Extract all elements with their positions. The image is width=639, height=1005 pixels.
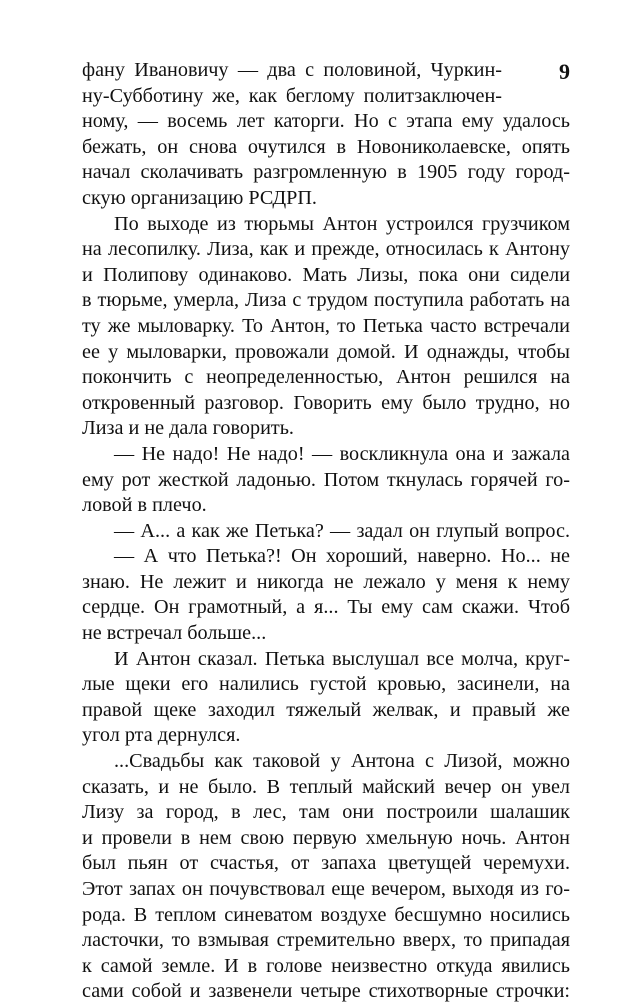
text-line: ту же мыловарку. То Антон, то Петька часто встречали: [82, 314, 570, 337]
text-line: — А что Петька?! Он хороший, наверно. Но... не: [114, 545, 570, 568]
text-line: ну-Субботину же, как беглому политзаключен-: [82, 84, 502, 107]
text-line: фану Ивановичу — два с половиной, Чуркин-: [82, 59, 502, 81]
text-line: Лиза и не дала говорить.: [82, 417, 294, 440]
text-line: сами собой и зазвенели четыре стихотворные строчки:: [82, 980, 570, 1003]
text-line: знаю. Не лежит и никогда не лежало у меня к нему: [82, 570, 570, 593]
text-line: Этот запах он почувствовал еще вечером, выходя из го-: [82, 878, 570, 900]
text-line: откровенный разговор. Говорить ему было трудно, но: [82, 391, 570, 414]
text-line: И Антон сказал. Петька выслушал все молча, круг-: [114, 647, 570, 670]
text-line: По выходе из тюрьмы Антон устроился грузчиком: [114, 212, 570, 235]
text-line: — Не надо! Не надо! — воскликнула она и зажала: [114, 442, 570, 465]
text-line: к самой земле. И в голове неизвестно откуда явились: [82, 954, 570, 977]
text-line: на лесопилку. Лиза, как и прежде, относилась к Антону: [82, 238, 570, 261]
text-line: ловой в плечо.: [82, 494, 207, 517]
text-line: скую организацию РСДРП.: [82, 186, 317, 209]
text-line: покончить с неопределенностью, Антон решился на: [82, 366, 570, 389]
text-line: лые щеки его налились густой кровью, засинели, на: [82, 673, 570, 696]
book-page: [82, 58, 570, 1005]
text-line: ему рот жесткой ладонью. Потом ткнулась горячей го-: [82, 468, 570, 491]
text-line: и Полипову одинаково. Мать Лизы, пока они сидели: [82, 263, 570, 286]
text-line: ее у мыловарки, провожали домой. И однажды, чтобы: [82, 340, 570, 363]
text-line: ному, — восемь лет каторги. Но с этапа ему удалось: [82, 110, 570, 133]
text-line: ласточки, то взмывая стремительно вверх, то припадая: [82, 929, 570, 952]
text-line: рода. В теплом синеватом воздухе бесшумно носились: [82, 903, 570, 926]
text-line: начал сколачивать разгромленную в 1905 году город-: [82, 161, 570, 184]
text-line: правой щеке заходил тяжелый желвак, и правый же: [82, 698, 570, 721]
text-line: и провели в нем свою первую хмельную ночь. Антон: [82, 826, 570, 849]
text-body: [82, 58, 570, 1005]
text-line: не встречал больше...: [82, 622, 267, 645]
page-number: 9: [559, 59, 570, 84]
text-line: сердце. Он грамотный, а я... Ты ему сам скажи. Чтоб: [82, 596, 570, 619]
text-line: ...Свадьбы как таковой у Антона с Лизой, можно: [114, 750, 570, 773]
text-line: сказать, и не было. В теплый майский вечер он увел: [82, 775, 570, 798]
text-line: в тюрьме, умерла, Лиза с трудом поступила работать на: [82, 289, 570, 312]
text-line: — А... а как же Петька? — задал он глупый вопрос.: [114, 519, 570, 542]
text-line: угол рта дернулся.: [82, 724, 241, 747]
text-line: бежать, он снова очутился в Новониколаевске, опять: [82, 135, 570, 158]
text-line: Лизу за город, в лес, там они построили шалашик: [82, 801, 570, 824]
text-line: был пьян от счастья, от запаха цветущей черемухи.: [82, 852, 570, 875]
